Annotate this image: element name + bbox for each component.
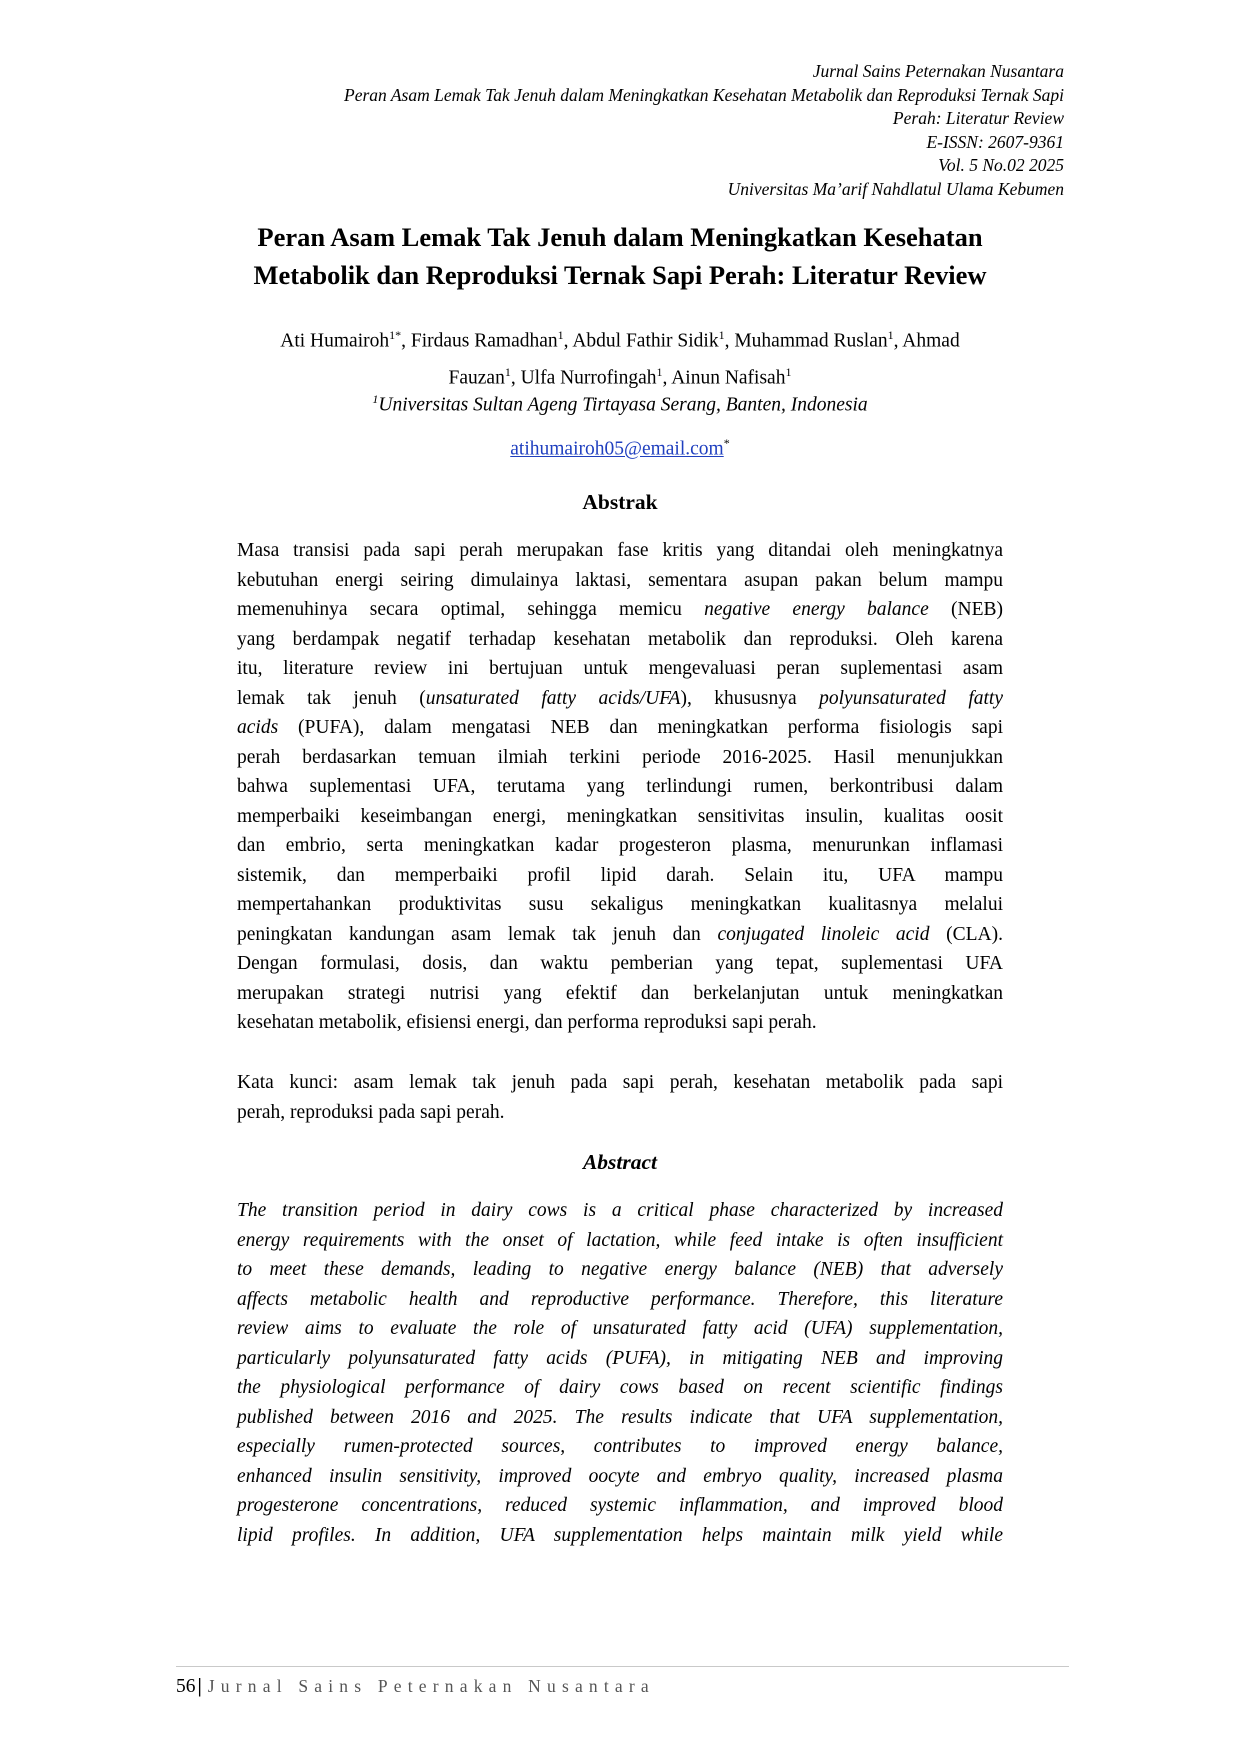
abstract-line: to meet these demands, leading to negative energy balance (NEB) that adversely bbox=[237, 1259, 1003, 1280]
author-name: Abdul Fathir Sidik bbox=[572, 330, 719, 352]
abstract-line: especially rumen-protected sources, contributes to improved energy balance, bbox=[237, 1436, 1003, 1457]
affiliation bbox=[180, 392, 1060, 417]
footer-separator: | bbox=[197, 1676, 202, 1697]
author-list bbox=[180, 320, 1060, 393]
abstrak-line: sistemik, dan memperbaiki profil lipid darah. Selain itu, UFA mampu bbox=[237, 864, 1003, 886]
abstract-line: published between 2016 and 2025. The results indicate that UFA supplementation, bbox=[237, 1406, 1003, 1428]
corresponding-mark: * bbox=[723, 436, 730, 450]
abstrak-text: lemak tak jenuh ( bbox=[237, 687, 426, 709]
author-separator: , bbox=[401, 330, 411, 352]
author-name: Muhammad Ruslan bbox=[734, 330, 888, 352]
abstrak-line bbox=[237, 920, 1003, 950]
abstract-body bbox=[237, 1196, 1003, 1550]
title-line-2: Metabolik dan Reproduksi Ternak Sapi Perah: Literatur Review bbox=[253, 260, 987, 290]
abstract-line: affects metabolic health and reproductive performance. Therefore, this literature bbox=[237, 1288, 1003, 1310]
keywords-line: Kata kunci: asam lemak tak jenuh pada sapi perah, kesehatan metabolik pada sapi bbox=[237, 1072, 1003, 1093]
author-affil-mark: 1 bbox=[656, 364, 663, 379]
author-affil-mark: 1* bbox=[389, 328, 402, 342]
abstract-line: energy requirements with the onset of lactation, while feed intake is often insufficient bbox=[237, 1229, 1003, 1251]
abstrak-line: dan embrio, serta meningkatkan kadar progesteron plasma, menurunkan inflamasi bbox=[237, 835, 1003, 856]
affiliation-text: Universitas Sultan Ageng Tirtayasa Serang, Banten, Indonesia bbox=[378, 394, 868, 416]
page-footer bbox=[176, 1676, 655, 1698]
author-line-1 bbox=[180, 320, 1060, 357]
abstrak-line bbox=[237, 595, 1003, 625]
paper-title bbox=[150, 218, 1090, 294]
running-title-line-2: Perah: Literatur Review bbox=[892, 108, 1064, 128]
abstrak-line: kebutuhan energi seiring dimulainya laktasi, sementara asupan pakan belum mampu bbox=[237, 569, 1003, 591]
author-separator: , bbox=[724, 330, 735, 352]
author-line-2 bbox=[180, 357, 1060, 394]
abstrak-text: memenuhinya secara optimal, sehingga memicu bbox=[237, 599, 705, 620]
author-name: Fauzan bbox=[448, 367, 505, 388]
author-affil-mark: 1 bbox=[557, 328, 564, 342]
abstrak-line: mempertahankan produktivitas susu sekaligus meningkatkan kualitasnya melalui bbox=[237, 894, 1003, 915]
keywords-line: perah, reproduksi pada sapi perah. bbox=[237, 1101, 505, 1123]
abstrak-line: itu, literature review ini bertujuan untuk mengevaluasi peran suplementasi asam bbox=[237, 658, 1003, 679]
abstrak-line: memperbaiki keseimbangan energi, meningkatkan sensitivitas insulin, kualitas oosit bbox=[237, 805, 1003, 827]
author-affil-mark: 1 bbox=[785, 364, 792, 379]
author-name: Firdaus Ramadhan bbox=[410, 330, 558, 352]
author-separator: , bbox=[510, 367, 521, 388]
abstrak-line: perah berdasarkan temuan ilmiah terkini periode 2016-2025. Hasil menunjukkan bbox=[237, 746, 1003, 768]
abstrak-text: (PUFA), dalam mengatasi NEB dan meningkatkan performa fisiologis sapi bbox=[278, 717, 1003, 738]
author-separator: , bbox=[563, 330, 573, 352]
author-affil-mark: 1 bbox=[504, 364, 511, 379]
ufa-term: unsaturated fatty acids/UFA bbox=[425, 687, 681, 709]
abstrak-line: bahwa suplementasi UFA, terutama yang terlindungi rumen, berkontribusi dalam bbox=[237, 776, 1003, 797]
abstract-heading: Abstract bbox=[582, 1150, 658, 1174]
corresponding-email bbox=[180, 436, 1060, 461]
abstrak-line: Masa transisi pada sapi perah merupakan fase kritis yang ditandai oleh meningkatnya bbox=[237, 540, 1003, 561]
author-name: Ati Humairoh bbox=[280, 330, 390, 352]
abstrak-line: kesehatan metabolik, efisiensi energi, dan performa reproduksi sapi perah. bbox=[237, 1012, 817, 1033]
abstract-line: review aims to evaluate the role of unsaturated fatty acid (UFA) supplementation, bbox=[237, 1318, 1003, 1339]
abstract-line: progesterone concentrations, reduced systemic inflammation, and improved blood bbox=[237, 1495, 1003, 1516]
abstrak-line bbox=[237, 684, 1003, 714]
abstrak-line: Dengan formulasi, dosis, dan waktu pemberian yang tepat, suplementasi UFA bbox=[237, 953, 1003, 974]
page-number: 56 bbox=[176, 1676, 196, 1697]
email-link[interactable]: atihumairoh05@email.com bbox=[510, 438, 724, 460]
abstract-line: the physiological performance of dairy cows based on recent scientific findings bbox=[237, 1377, 1003, 1398]
neb-term: negative energy balance bbox=[704, 599, 929, 620]
footer-divider bbox=[176, 1666, 1069, 1667]
title-line-1: Peran Asam Lemak Tak Jenuh dalam Meningkatkan Kesehatan bbox=[257, 222, 983, 252]
abstrak-text: peningkatan kandungan asam lemak tak jenuh dan bbox=[237, 923, 718, 945]
footer-journal-name: Jurnal Sains Peternakan Nusantara bbox=[207, 1676, 655, 1696]
volume: Vol. 5 No.02 2025 bbox=[938, 155, 1064, 175]
journal-name: Jurnal Sains Peternakan Nusantara bbox=[812, 61, 1064, 81]
issn: E-ISSN: 2607-9361 bbox=[926, 131, 1064, 152]
abstrak-text: (CLA). bbox=[929, 923, 1004, 945]
running-header bbox=[164, 60, 1064, 201]
abstrak-heading: Abstrak bbox=[582, 490, 658, 514]
abstrak-line: yang berdampak negatif terhadap kesehatan metabolik dan reproduksi. Oleh karena bbox=[237, 628, 1003, 650]
author-name: Ulfa Nurrofingah bbox=[520, 367, 657, 388]
pufa-term: polyunsaturated fatty bbox=[819, 687, 1003, 709]
cla-term: conjugated linoleic acid bbox=[717, 923, 930, 945]
affiliation-mark: 1 bbox=[372, 392, 379, 406]
abstrak-text: (NEB) bbox=[928, 599, 1003, 620]
author-separator: , bbox=[662, 367, 672, 388]
abstrak-body bbox=[237, 536, 1003, 1038]
running-title-line-1: Peran Asam Lemak Tak Jenuh dalam Meningkatkan Kesehatan Metabolik dan Reproduksi Ternak Sapi bbox=[344, 84, 1064, 105]
abstrak-line: merupakan strategi nutrisi yang efektif dan berkelanjutan untuk meningkatkan bbox=[237, 982, 1003, 1004]
abstrak-line bbox=[237, 713, 1003, 743]
acids-term: acids bbox=[237, 717, 279, 738]
abstract-line: lipid profiles. In addition, UFA supplementation helps maintain milk yield while bbox=[237, 1524, 1003, 1546]
author-affil-mark: 1 bbox=[718, 328, 725, 342]
author-name: Ainun Nafisah bbox=[671, 367, 786, 388]
abstract-line: The transition period in dairy cows is a critical phase characterized by increased bbox=[237, 1200, 1003, 1221]
author-separator: , Ahmad bbox=[893, 330, 960, 352]
abstract-line: particularly polyunsaturated fatty acids (PUFA), in mitigating NEB and improving bbox=[237, 1347, 1003, 1369]
publisher: Universitas Ma’arif Nahdlatul Ulama Kebumen bbox=[727, 178, 1064, 199]
abstrak-text: ), khususnya bbox=[680, 687, 820, 709]
author-affil-mark: 1 bbox=[887, 328, 894, 342]
abstract-line: enhanced insulin sensitivity, improved oocyte and embryo quality, increased plasma bbox=[237, 1465, 1003, 1487]
keywords bbox=[237, 1068, 1003, 1127]
